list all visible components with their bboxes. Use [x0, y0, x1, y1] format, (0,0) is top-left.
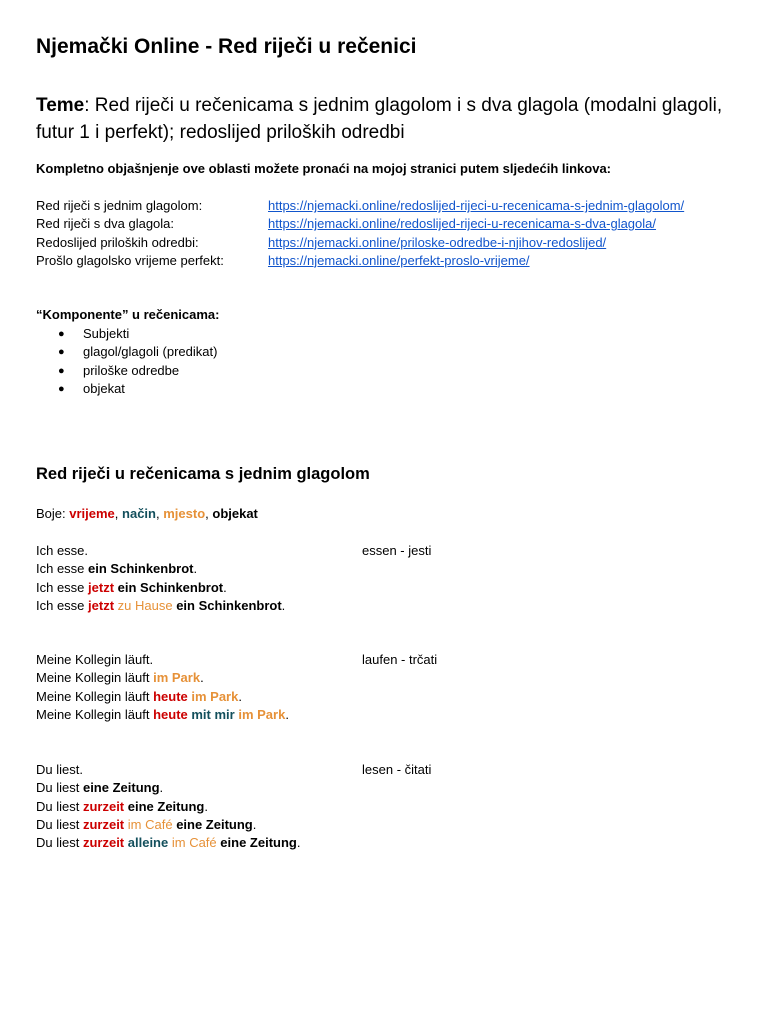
- list-item: [58, 362, 217, 380]
- example-sentence: [36, 779, 736, 797]
- example-sentence: [36, 688, 736, 706]
- document-title: Njemački Online - Red riječi u rečenici: [36, 35, 417, 58]
- example-sentence: [36, 669, 736, 687]
- time-phrase: jetzt: [88, 579, 115, 595]
- place-phrase: im Park: [153, 670, 201, 686]
- example-sentence: [36, 542, 736, 560]
- time-phrase: jetzt: [88, 597, 115, 613]
- place-phrase: im Café: [127, 816, 173, 832]
- color-legend-prefix: Boje:: [36, 506, 70, 521]
- sentence-text: Meine Kollegin läuft: [36, 706, 154, 722]
- place-phrase: im Park: [191, 688, 239, 704]
- legend-object: objekat: [212, 506, 258, 521]
- time-phrase: zurzeit: [82, 816, 125, 832]
- bullet-icon: ●: [58, 328, 65, 340]
- sentence-text: .: [223, 579, 227, 595]
- sentence-text: .: [200, 670, 204, 686]
- link-label: Redoslijed priloških odredbi:: [36, 234, 199, 250]
- link-label: Red riječi s dva glagola:: [36, 216, 175, 232]
- object-phrase: eine Zeitung: [220, 835, 297, 851]
- list-item-text: Subjekti: [83, 326, 130, 341]
- sentence-text: Ich esse: [36, 579, 89, 595]
- example-block: [36, 761, 736, 852]
- legend-manner: način: [122, 506, 156, 521]
- example-sentence: [36, 798, 736, 816]
- example-sentence: [36, 816, 736, 834]
- list-item-text: objekat: [83, 380, 125, 396]
- example-block: [36, 542, 736, 615]
- list-item: [58, 325, 217, 343]
- topic-label: Teme: [36, 95, 85, 116]
- place-phrase: im Park: [238, 706, 286, 722]
- link-adverbials[interactable]: https://njemacki.online/priloske-odredbe-i-njihov-redoslijed/: [268, 234, 607, 250]
- link-label: Prošlo glagolsko vrijeme perfekt:: [36, 252, 224, 268]
- legend-time: vrijeme: [69, 506, 115, 521]
- verb-translation: lesen - čitati: [362, 762, 432, 777]
- list-item: [58, 380, 217, 398]
- object-phrase: ein Schinkenbrot: [176, 597, 282, 613]
- sentence-text: .: [159, 780, 164, 796]
- example-sentence: [36, 560, 736, 578]
- example-block: [36, 651, 736, 724]
- sentence-text: Meine Kollegin läuft: [36, 688, 154, 704]
- sentence-text: Ich esse.: [36, 543, 89, 558]
- sentence-text: Du liest: [36, 835, 83, 851]
- sentence-text: Du liest.: [36, 762, 83, 777]
- sentence-text: .: [238, 688, 242, 704]
- topic-text: : Red riječi u rečenicama s jednim glagolom i s dva glagola (modalni glagoli, futur 1 i perfekt); redoslijed priloških odredbi: [36, 95, 723, 143]
- sentence-text: Du liest: [36, 780, 83, 796]
- topic-line: [36, 92, 736, 146]
- example-sentence: [36, 579, 736, 597]
- sentence-text: Ich esse: [36, 597, 89, 613]
- object-phrase: ein Schinkenbrot: [117, 579, 224, 595]
- example-sentence: [36, 651, 736, 669]
- verb-translation: laufen - trčati: [362, 652, 438, 667]
- legend-place: mjesto: [163, 506, 206, 521]
- bullet-icon: ●: [58, 364, 65, 377]
- link-perfekt[interactable]: https://njemacki.online/perfekt-proslo-vrijeme/: [268, 252, 530, 268]
- object-phrase: eine Zeitung: [82, 780, 160, 796]
- sentence-text: .: [296, 835, 301, 851]
- time-phrase: heute: [153, 688, 188, 704]
- time-phrase: zurzeit: [82, 835, 125, 851]
- manner-phrase: alleine: [127, 835, 169, 851]
- example-sentence: [36, 706, 736, 724]
- section-heading: Red riječi u rečenicama s jednim glagolom: [36, 465, 370, 483]
- sentence-text: .: [285, 706, 289, 722]
- legend-separator: ,: [156, 506, 164, 521]
- place-phrase: im Café: [171, 835, 217, 851]
- sentence-text: Meine Kollegin läuft: [36, 670, 154, 686]
- object-phrase: ein Schinkenbrot: [88, 561, 194, 577]
- intro-text: Kompletno objašnjenje ove oblasti možete pronaći na mojoj stranici putem sljedećih linkova:: [36, 161, 612, 176]
- object-phrase: eine Zeitung: [127, 798, 205, 814]
- list-item-text: priloške odredbe: [83, 362, 180, 378]
- link-one-verb[interactable]: https://njemacki.online/redoslijed-rijeci-u-recenicama-s-jednim-glagolom/: [268, 198, 685, 213]
- time-phrase: zurzeit: [82, 798, 125, 814]
- sentence-text: Meine Kollegin läuft.: [36, 652, 154, 667]
- sentence-text: Du liest: [36, 816, 83, 832]
- bullet-icon: ●: [58, 382, 65, 395]
- list-item: [58, 343, 217, 361]
- sentence-text: .: [281, 597, 286, 613]
- object-phrase: eine Zeitung: [176, 816, 253, 832]
- sentence-text: Ich esse: [36, 561, 89, 577]
- verb-translation: essen - jesti: [362, 543, 432, 558]
- example-sentence: [36, 597, 736, 615]
- legend-separator: ,: [205, 506, 213, 521]
- list-item-text: glagol/glagoli (predikat): [83, 344, 218, 360]
- sentence-text: Du liest: [36, 798, 83, 814]
- sentence-text: .: [252, 816, 257, 832]
- color-legend: [36, 506, 258, 521]
- manner-phrase: mit mir: [191, 706, 235, 722]
- link-two-verbs[interactable]: https://njemacki.online/redoslijed-rijeci-u-recenicama-s-dva-glagola/: [268, 216, 657, 232]
- example-sentence: [36, 834, 736, 852]
- example-sentence: [36, 761, 736, 779]
- time-phrase: heute: [153, 706, 188, 722]
- sentence-text: .: [204, 798, 208, 814]
- place-phrase: zu Hause: [117, 597, 173, 613]
- legend-separator: ,: [114, 506, 123, 521]
- components-heading: “Komponente” u rečenicama:: [36, 307, 220, 322]
- bullet-icon: ●: [58, 346, 65, 359]
- components-list: [58, 325, 217, 398]
- sentence-text: .: [193, 561, 198, 577]
- link-label: Red riječi s jednim glagolom:: [36, 198, 203, 213]
